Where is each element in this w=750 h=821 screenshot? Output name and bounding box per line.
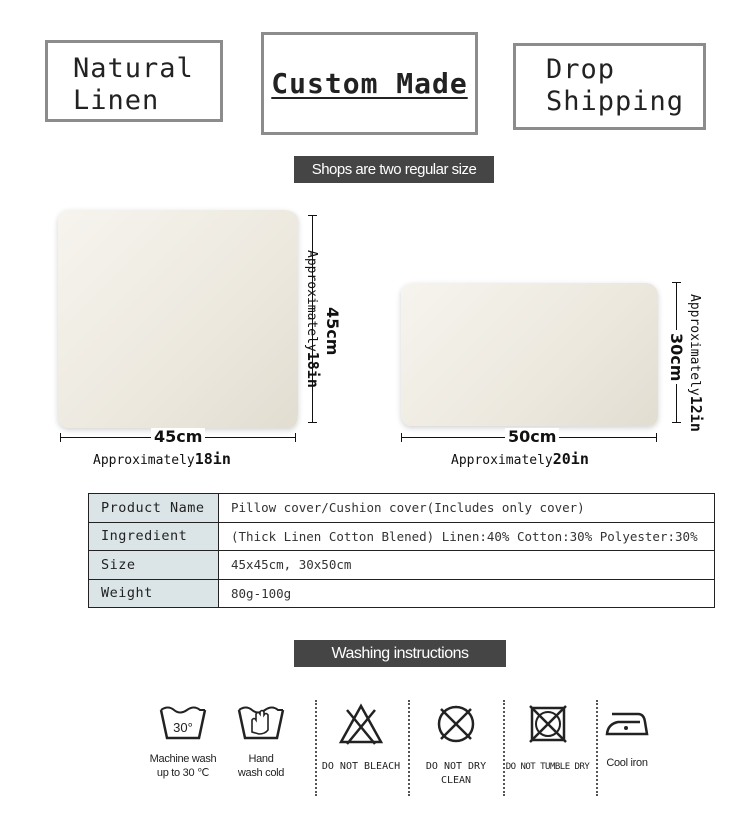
wash-separator [315, 700, 317, 796]
table-row [89, 579, 715, 608]
square-width-cm: 45cm [151, 428, 205, 446]
table-row [89, 494, 715, 523]
table-row [89, 551, 715, 580]
square-width-tick-left [60, 433, 61, 442]
square-pillow-image [58, 210, 298, 428]
cool-iron-icon [604, 700, 650, 746]
spec-key: Weight [89, 579, 219, 608]
wash-item-bleach [318, 700, 404, 774]
drop-shipping-line1: Drop [546, 54, 616, 85]
cool-iron-label: Cool iron [606, 757, 648, 769]
rect-height-cm: 30cm [667, 330, 685, 384]
sizes-banner-text: Shops are two regular size [311, 161, 477, 178]
rect-height-approx [687, 294, 705, 432]
machine-wash-temp: 30° [173, 720, 193, 735]
wash-item-dry-clean [410, 700, 502, 788]
rect-width-approx-prefix: Approximately [451, 453, 553, 468]
spec-key: Size [89, 551, 219, 580]
wash-item-tumble [500, 700, 595, 774]
hand-wash-icon [235, 700, 287, 744]
square-width-approx [93, 450, 231, 468]
no-tumble-dry-label: DO NOT TUMBLE DRY [505, 762, 590, 772]
rect-height-approx-value: 12in [687, 395, 705, 432]
no-bleach-label: DO NOT BLEACH [321, 761, 401, 772]
drop-shipping-box [513, 43, 706, 130]
wash-item-iron [598, 700, 656, 770]
square-width-approx-prefix: Approximately [93, 453, 195, 468]
spec-value: 80g-100g [219, 579, 715, 608]
square-height-tick-top [308, 215, 317, 216]
no-dry-clean-label: DO NOT DRY CLEAN [425, 761, 487, 786]
wash-item-hand [226, 700, 296, 780]
hand-wash-label [238, 752, 284, 780]
spec-value: Pillow cover/Cushion cover(Includes only cover) [219, 494, 715, 523]
no-bleach-icon [337, 700, 385, 748]
machine-wash-line1: Machine wash [149, 753, 217, 765]
rectangle-pillow-image [401, 283, 658, 426]
custom-made-box [261, 32, 478, 135]
spec-key: Ingredient [89, 522, 219, 551]
rect-width-tick-left [401, 433, 402, 442]
square-width-tick-right [295, 433, 296, 442]
rect-width-approx-value: 20in [552, 450, 589, 468]
rect-height-tick-bottom [672, 422, 681, 423]
rect-width-approx [451, 450, 589, 468]
custom-made-label: Custom Made [271, 66, 468, 100]
spec-value: (Thick Linen Cotton Blened) Linen:40% Cotton:30% Polyester:30% [219, 522, 715, 551]
no-dry-clean-icon [432, 700, 480, 748]
washing-banner [294, 640, 506, 667]
square-width-approx-value: 18in [194, 450, 231, 468]
sizes-banner [294, 156, 494, 183]
rect-width-tick-right [656, 433, 657, 442]
rect-height-approx-prefix: Approximately [687, 294, 702, 396]
hand-wash-line2: wash cold [237, 767, 285, 779]
no-tumble-dry-icon [524, 700, 572, 748]
hand-wash-line1: Hand [248, 753, 274, 765]
drop-shipping-line2: Shipping [546, 86, 685, 117]
machine-wash-icon [157, 700, 209, 744]
spec-value: 45x45cm, 30x50cm [219, 551, 715, 580]
product-spec-table [88, 493, 715, 608]
rect-height-tick-top [672, 282, 681, 283]
square-height-tick-bottom [308, 422, 317, 423]
rect-width-cm: 50cm [505, 428, 559, 446]
washing-banner-text: Washing instructions [331, 644, 469, 662]
square-height-approx [304, 250, 322, 388]
machine-wash-label [150, 752, 217, 780]
natural-linen-line1: Natural [73, 53, 194, 84]
spec-key: Product Name [89, 494, 219, 523]
square-height-approx-prefix: Approximately [304, 250, 319, 352]
wash-item-machine [140, 700, 226, 780]
square-height-approx-value: 18in [304, 351, 322, 388]
square-height-cm: 45cm [323, 304, 341, 358]
natural-linen-box [45, 40, 223, 122]
table-row [89, 522, 715, 551]
natural-linen-line2: Linen [73, 85, 160, 116]
machine-wash-line2: up to 30 ℃ [156, 767, 210, 779]
